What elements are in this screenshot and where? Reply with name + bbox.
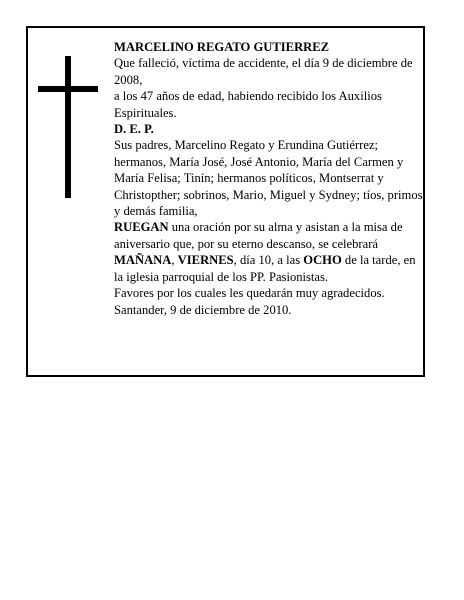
deceased-name: MARCELINO REGATO GUTIERREZ [114, 40, 330, 54]
comma-separator: , [171, 253, 178, 268]
cross-icon [38, 56, 98, 198]
obituary-notice-frame [26, 26, 425, 377]
death-circumstance: Que falleció, víctima de accidente, el día 9 de diciembre de 2008, [114, 56, 413, 87]
age-sacraments: a los 47 años de edad, habiendo recibido los Auxilios Espirituales. [114, 89, 382, 120]
viernes-word: VIERNES [177, 253, 234, 268]
place-date: Santander, 9 de diciembre de 2010. [114, 302, 292, 317]
mass-text-3: de la tarde, en la iglesia parroquial de los PP. Pasionistas. [114, 253, 416, 284]
gratitude-line: Favores por los cuales les quedarán muy agradecidos. [114, 286, 385, 301]
dep-abbreviation: D. E. P. [114, 122, 154, 137]
cross-vertical-bar [65, 56, 71, 198]
cross-horizontal-bar [38, 86, 98, 92]
ruegan-word: RUEGAN [114, 220, 169, 235]
obituary-text [114, 39, 424, 318]
mass-announcement [114, 219, 424, 285]
manana-word: MAÑANA [114, 253, 172, 268]
mass-text-2: , día 10, a las [233, 253, 304, 268]
family-list: Sus padres, Marcelino Regato y Erundina Gutiérrez; hermanos, María José, José Antonio, María del Carmen y María Felisa; Tinín; hermanos políticos, Montserrat y Christopther; sobrinos, Mario, Miguel y Sydney; tíos, primos y demás familia, [114, 138, 423, 219]
ocho-word: OCHO [303, 253, 342, 268]
mass-text-1: una oración por su alma y asistan a la misa de aniversario que, por su eterno descanso, se celebrará [114, 220, 403, 251]
